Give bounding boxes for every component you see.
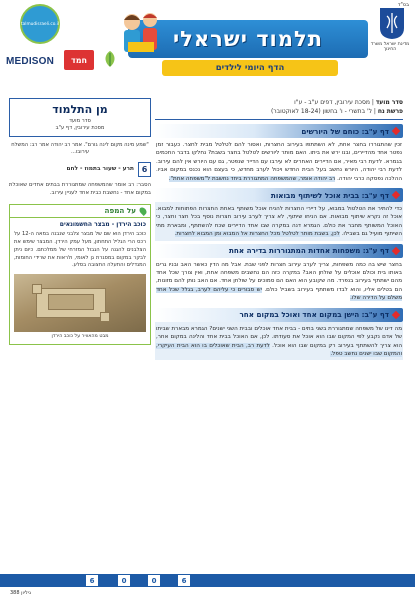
ruin-tower bbox=[32, 284, 42, 294]
section-4 bbox=[155, 308, 403, 361]
seder-line: סדר מועד | מסכת עירובין, דפים ע"ב - ע"ו bbox=[294, 99, 403, 106]
section-1 bbox=[155, 124, 403, 185]
section-text: בחצר שיש בה כמה משפחות, צריך לערב עירוב חצרות לפני שבת. אבל מה הדין כאשר האב ובניו גרים באותו בית וכולם אוכלים על שולחן האב? במקרה כזה הם נחשבים משפחה אחת, ואין צורך שכל אחד מהם ישתתף בעירוב בנפרד. מה שקובע הוא האם הם סמוכים על שולחן אחד. אם האב נותן להם מזונות, הם בטלים אליו, והוא לבדו משתתף בעירוב בשביל כולם. bbox=[156, 261, 402, 293]
diamond-icon bbox=[392, 191, 400, 199]
tractate-text: תרע - שעור בתמוז - לחם bbox=[66, 165, 134, 172]
banner-subtitle: הדף היומי לילדים bbox=[162, 60, 338, 76]
kids-illustration-icon bbox=[118, 8, 164, 62]
section-title: דף ע"ב: כוחם של היורשים bbox=[301, 126, 389, 136]
ruin-tower bbox=[100, 312, 110, 322]
talmud-box bbox=[9, 98, 151, 137]
map-header bbox=[10, 205, 150, 218]
page-footer bbox=[0, 566, 415, 595]
map-subtitle: כוכב הירדן - מבצר החשמונאים bbox=[59, 220, 146, 228]
explanation-text: הסבר: רב אומר שהמשפחה שמתגוררת בבתים אחדים שאוכלת במקום אחד - נחשבת כבית אחד לעניין עירוב. bbox=[9, 182, 151, 196]
info-block bbox=[155, 98, 403, 116]
title-banner bbox=[128, 20, 368, 84]
section-body bbox=[155, 258, 403, 305]
site-badge-text: talmudisraeli.co.il bbox=[20, 21, 60, 27]
map-text: כוכב הירדן הוא שם של מבצר צלבני שנבנה במאה ה-12 על רכס הרי הגליל התחתון, מעל עמק הירדן. המבצר שימש את הצלבנים להגנה על הגבול המזרחי של ממלכתם. כיום ניתן לבקר במקום במסגרת גן לאומי, ולראות את שרידי החומות, המגדלים והתעלה החצובה בסלע. bbox=[14, 230, 146, 269]
side-subtitle-line: מסכת עירובין, דף ע"ב bbox=[55, 125, 105, 131]
footer-bar bbox=[0, 574, 415, 587]
section-body bbox=[155, 138, 403, 185]
section-title: דף ע"ג: משפחות אחדות המתגוררות בדירה אחת bbox=[228, 246, 389, 256]
site-badge[interactable] bbox=[20, 4, 60, 44]
page-header bbox=[0, 0, 415, 96]
ruin-courtyard bbox=[48, 294, 94, 310]
side-title: מן התלמוד bbox=[52, 103, 108, 116]
banner-title: תלמוד ישראלי bbox=[128, 20, 368, 58]
section-header bbox=[155, 308, 403, 322]
seder-label: סדר מועד bbox=[375, 99, 403, 106]
section-highlight: רב יהודה אומר, שהמשפחה המתגוררת ביחד נחשבת ל"משפחה אחת". bbox=[168, 175, 336, 182]
parasha-line: פרשת נח | ל' בתשרי - ו' בחשון (18-24 לאוקטובר) bbox=[270, 108, 403, 115]
side-subtitle-line: סדר מועד bbox=[69, 118, 91, 124]
tractate-row bbox=[9, 162, 151, 177]
section-header bbox=[155, 124, 403, 138]
sponsor-medison-logo: MEDISON bbox=[6, 56, 55, 67]
map-body bbox=[10, 218, 150, 344]
parasha-text: ל' בתשרי - ו' בחשון (18-24 לאוקטובר) bbox=[270, 108, 373, 115]
diamond-icon bbox=[392, 127, 400, 135]
footer-box: 0 bbox=[118, 575, 130, 586]
corner-label: בס"ד bbox=[397, 2, 409, 8]
talmud-quote: "שמע מינה מקום לינה גורם". אמר רב יהודה אמר רב: המשלח עירובו... bbox=[11, 142, 149, 155]
map-title: על המפה bbox=[104, 206, 136, 216]
section-header bbox=[155, 188, 403, 202]
photo-caption: מבט מהאוויר על כוכב הירדן bbox=[51, 334, 109, 340]
section-highlight: לדעת רב, הבית שאוכלים בו הוא הבית העיקרי, והמקום שבו ישנים נחשב טפל. bbox=[156, 342, 402, 357]
diamond-icon bbox=[392, 310, 400, 318]
map-box bbox=[9, 204, 151, 345]
section-title: דף ע"ב: הישן במקום אחד ואוכל במקום אחר bbox=[239, 310, 389, 320]
side-subtitle bbox=[15, 118, 145, 132]
section-header bbox=[155, 244, 403, 258]
section-body bbox=[155, 322, 403, 361]
section-text: כדי להתיר את הטלטול במבוא, על דיירי החצרות להניח אוכל משותף באחת החצרות הפתוחות למבוא. אוכל זה נקרא שיתוף מבואות. אם הניחו שיתוף, לא צריך לערב עירוב חצרות נוסף בכל חצר וחצר, כי האוכל המשותף מחבר את כולם. הגמרא דנה במקרה שבו אחד הדיירים שכח להשתתף, ומבארת מתי השיתוף מועיל גם בשבילו. bbox=[156, 206, 402, 238]
fortress-photo bbox=[14, 274, 146, 332]
section-text: זכין שהתגוררו בחצר אחת, לא השתתפו בעירוב החצרות, ואסור להם לטלטל מבית לחצר. כעבור זמן נפטר אחד מהדיירים, ובנו ירש את ביתו. האם מותר ליורשים לטלטל בחצר בשבת? נחלקו בדבר החכמים בגמרא. לדעת רבי מאיר, אם הדיירים האחרים לא עירבו עם הדייר שנפטר, גם עם היורש אין להם עירוב. לדעת רבי יהודה, היורש נחשב בעל הבית החדש ויכול לערב מחדש, כי בעצם הוא נכנס במקום אביו. ההלכה נפסקה כרבי יהודה. bbox=[156, 142, 402, 182]
section-body bbox=[155, 202, 403, 241]
map-pin-icon bbox=[138, 206, 148, 216]
state-emblem-icon bbox=[377, 6, 407, 40]
divider bbox=[155, 119, 403, 120]
section-3 bbox=[155, 244, 403, 305]
main-column bbox=[155, 98, 403, 564]
sponsor-hamad-logo: חמד bbox=[64, 50, 94, 70]
section-2 bbox=[155, 188, 403, 241]
section-highlight: לכן, בשבת מותר לטלטל מכל החצרות אל המבוא ומן המבוא לחצרות. bbox=[174, 231, 340, 238]
leaf-logo-icon bbox=[102, 50, 118, 68]
parasha-label: פרשת נח bbox=[377, 108, 403, 115]
issue-number: גיליון 388 bbox=[10, 590, 31, 595]
footer-box: 6 bbox=[178, 575, 190, 586]
footer-box: 0 bbox=[148, 575, 160, 586]
section-text: מה דינו של משפחה שמתגוררת בשני בתים - בבית אחד אוכלים ובבית השני ישנים? הגמרא מבארת שביתו של אדם נקבע לפי המקום שבו הוא אוכל את סעודתו. לכן, אם האוכל בבית אחד והלינה במקום אחר, הוא צריך להשתתף בעירוב רק במקום שבו הוא אוכל. bbox=[156, 325, 402, 349]
section-highlight: יש סבורים כי עליהם לערב, בגלל שכל אחד משלם על הדירה שלו. bbox=[156, 286, 402, 302]
tractate-number: 6 bbox=[138, 162, 151, 177]
diamond-icon bbox=[392, 246, 400, 254]
section-title: דף ע"ב: בבית אוכל לשיתוף מבואות bbox=[270, 190, 389, 200]
footer-box: 6 bbox=[86, 575, 98, 586]
seder-text: מסכת עירובין, דפים ע"ב - ע"ו bbox=[294, 99, 370, 106]
side-column bbox=[9, 98, 151, 564]
ministry-label: מדינת ישראל משרד החינוך bbox=[370, 42, 410, 52]
